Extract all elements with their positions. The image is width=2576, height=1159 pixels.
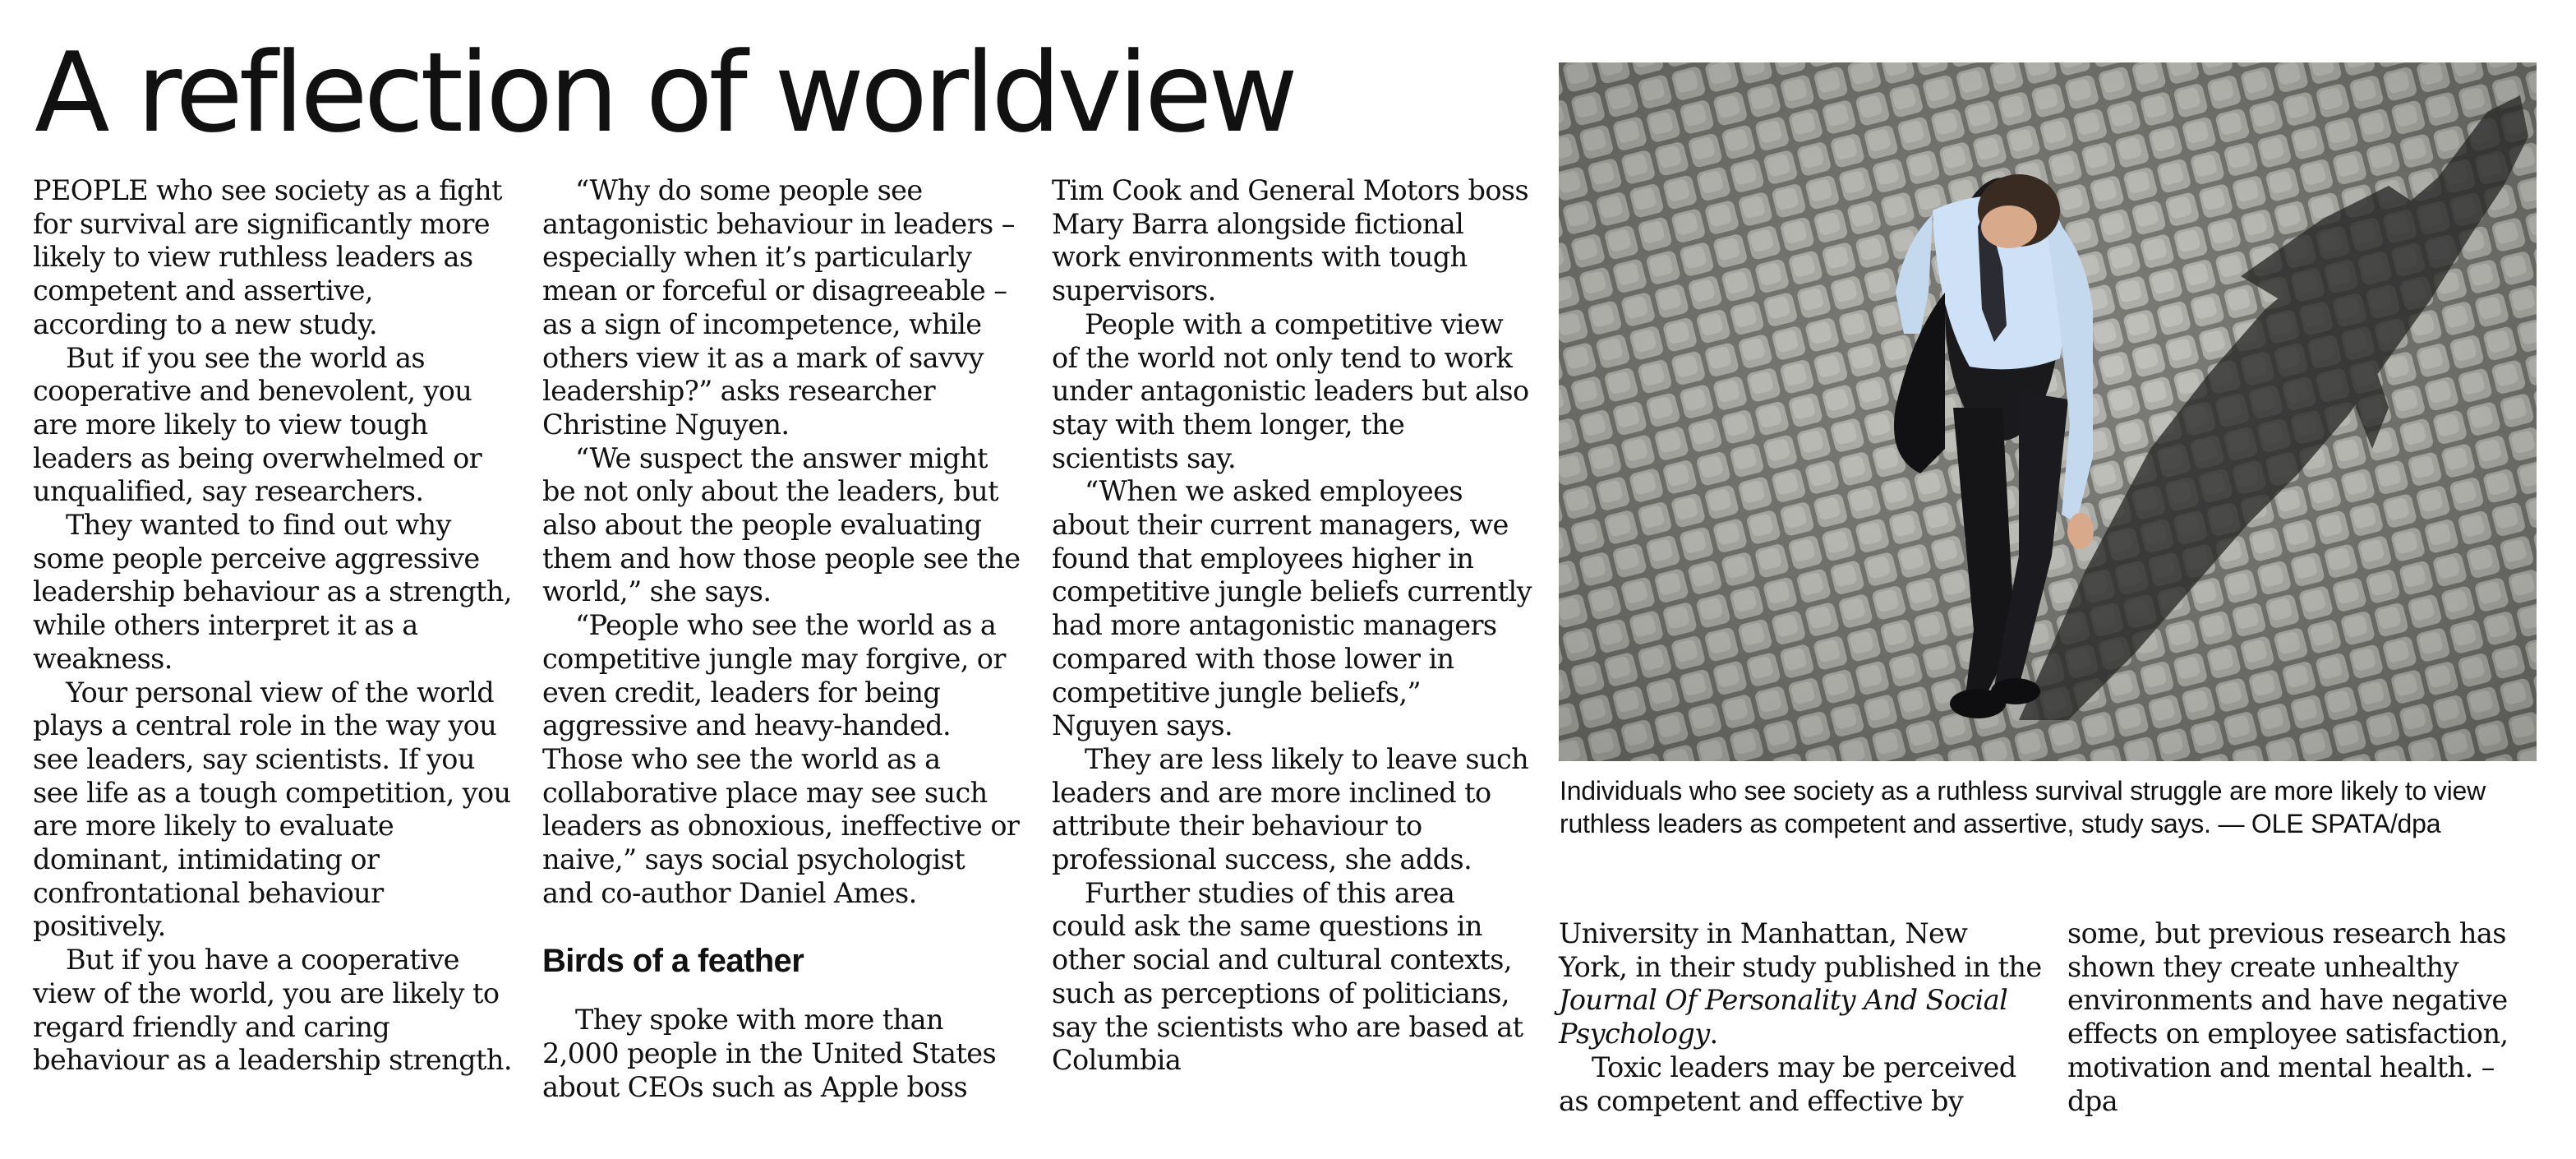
paragraph: People with a competitive view of the world not only tend to work under antagonistic leaders but also stay with them longer, the scientists say. bbox=[1052, 307, 1529, 474]
paragraph: “We suspect the answer might be not only about the leaders, but also about the people evaluating them and how those people see the world,” she says. bbox=[542, 441, 1021, 608]
paragraph: They spoke with more than 2,000 people in the United States about CEOs such as Apple boss bbox=[542, 1004, 997, 1103]
paragraph: Toxic leaders may be perceived as competent and effective by bbox=[1559, 1050, 2016, 1117]
paragraph-text: University in Manhattan, New York, in their study published in the bbox=[1559, 917, 2042, 983]
headline: A reflection of worldview bbox=[35, 29, 1294, 157]
paragraph: Your personal view of the world plays a central role in the way you see leaders, say scientists. If you see life as a tough competition, you are more likely to evaluate dominant, intimidating or confrontational behaviour positively. bbox=[33, 676, 511, 943]
paragraph: They wanted to find out why some people perceive aggressive leadership behaviour as a strength, while others interpret it as a weakness. bbox=[33, 509, 512, 675]
paragraph: Further studies of this area could ask the same questions in other social and cultural contexts, such as perceptions of politicians, say the scientists who are based at Columbia bbox=[1052, 876, 1523, 1077]
paragraph: PEOPLE who see society as a fight for survival are significantly more likely to view ruthless leaders as competent and assertive, according to a new study. bbox=[33, 174, 502, 340]
article-column-5 bbox=[2067, 917, 2552, 1118]
article-column-2 bbox=[542, 174, 1022, 1105]
paragraph: But if you have a cooperative view of the world, you are likely to regard friendly and caring behaviour as a leadership strength. bbox=[33, 944, 512, 1077]
photo-caption: Individuals who see society as a ruthless survival struggle are more likely to view ruthless leaders as competent and assertive, study says. — OLE SPATA/dpa bbox=[1560, 776, 2486, 838]
article-column-1 bbox=[33, 174, 513, 1078]
paragraph: Tim Cook and General Motors boss Mary Barra alongside fictional work environments with tough supervisors. bbox=[1052, 174, 1529, 307]
businessman-walking-photo bbox=[1559, 62, 2537, 761]
paragraph: “Why do some people see antagonistic behaviour in leaders – especially when it’s particularly mean or forceful or disagreeable – as a sign of incompetence, while others view it as a mark of savvy leadership?” asks researcher Christine Nguyen. bbox=[542, 174, 1015, 441]
paragraph: But if you see the world as cooperative and benevolent, you are more likely to view tough leaders as being overwhelmed or unqualified, say researchers. bbox=[33, 341, 482, 508]
paragraph: some, but previous research has shown they create unhealthy environments and have negative effects on employee satisfaction, motivation and mental health. – dpa bbox=[2067, 917, 2509, 1117]
subheading: Birds of a feather bbox=[542, 943, 804, 980]
article-column-3 bbox=[1052, 174, 1532, 1078]
paragraph-text: . bbox=[1709, 1018, 1718, 1050]
journal-title: Journal Of Personality And Social Psychology bbox=[1559, 984, 2008, 1050]
article-column-4 bbox=[1559, 917, 2044, 1118]
paragraph: “People who see the world as a competitive jungle may forgive, or even credit, leaders for being aggressive and heavy-handed. Those who see the world as a collaborative place may see such leaders as obnoxious, ineffective or naive,” says social psychologist and co-author Daniel Ames. bbox=[542, 609, 1020, 909]
paragraph: They are less likely to leave such leaders and are more inclined to attribute their behaviour to professional success, she adds. bbox=[1052, 742, 1529, 876]
paragraph bbox=[1559, 917, 2044, 1051]
paragraph: “When we asked employees about their current managers, we found that employees higher in competitive jungle beliefs currently had more antagonistic managers compared with those lower in competitive jungle beliefs,” Nguyen says. bbox=[1052, 475, 1532, 742]
